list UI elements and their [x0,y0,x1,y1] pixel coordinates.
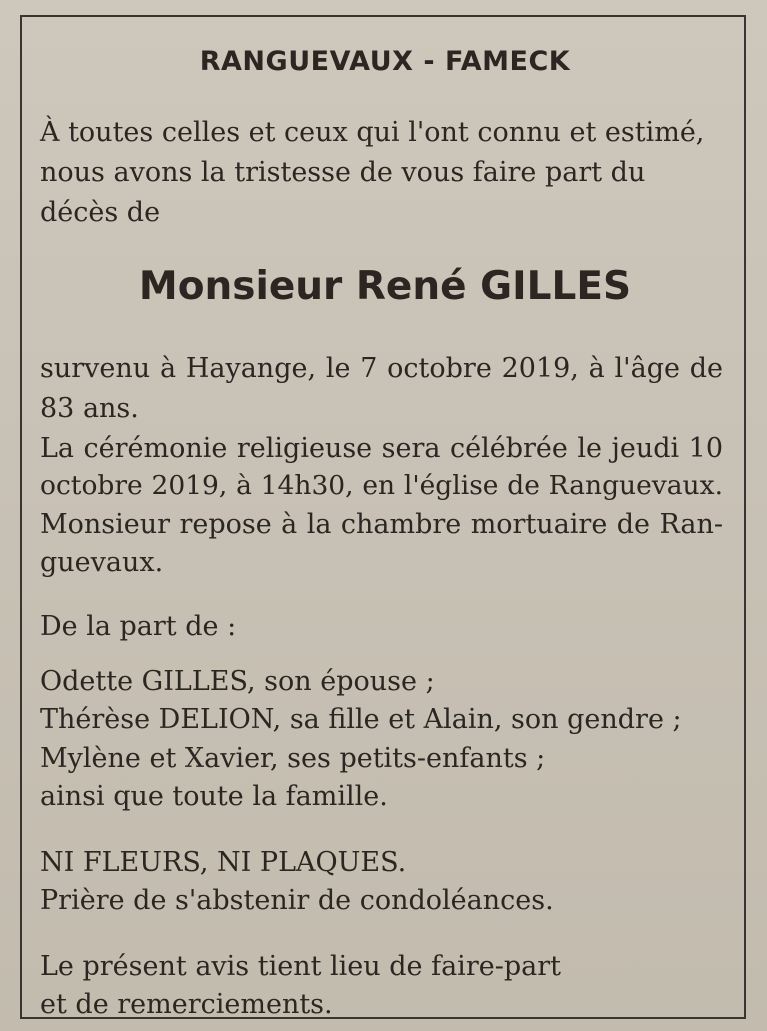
family-line-2: Thérèse DELION, sa fille et Alain, son gendre ; [40,704,682,735]
location-title: RANGUEVAUX - FAMECK [199,46,571,77]
details-line-1: survenu à Hayange, le 7 octobre 2019, à l'âge de [40,353,723,384]
details-line-3: La cérémonie religieuse sera célébrée le jeudi 10 [40,433,723,464]
request-line-2: Prière de s'abstenir de condoléances. [40,885,554,916]
from-label: De la part de : [40,611,237,642]
family-line-3: Mylène et Xavier, ses petits-enfants ; [40,743,546,774]
intro-line-2: nous avons la tristesse de vous faire part du [40,157,646,188]
intro-line-1: À toutes celles et ceux qui l'ont connu et estimé, [40,117,705,148]
details-line-6: guevaux. [40,547,164,578]
obituary-notice-frame [20,15,746,1019]
closing-line-2: et de remerciements. [40,989,333,1020]
details-line-4: octobre 2019, à 14h30, en l'église de Ranguevaux. [40,470,723,501]
request-line-1: NI FLEURS, NI PLAQUES. [40,847,407,878]
details-line-5: Monsieur repose à la chambre mortuaire de Ran- [40,509,723,540]
deceased-name: Monsieur René GILLES [138,264,632,309]
details-line-2: 83 ans. [40,393,139,424]
family-line-4: ainsi que toute la famille. [40,781,388,812]
intro-line-3: décès de [40,197,161,228]
closing-line-1: Le présent avis tient lieu de faire-part [40,951,561,982]
family-line-1: Odette GILLES, son épouse ; [40,666,435,697]
